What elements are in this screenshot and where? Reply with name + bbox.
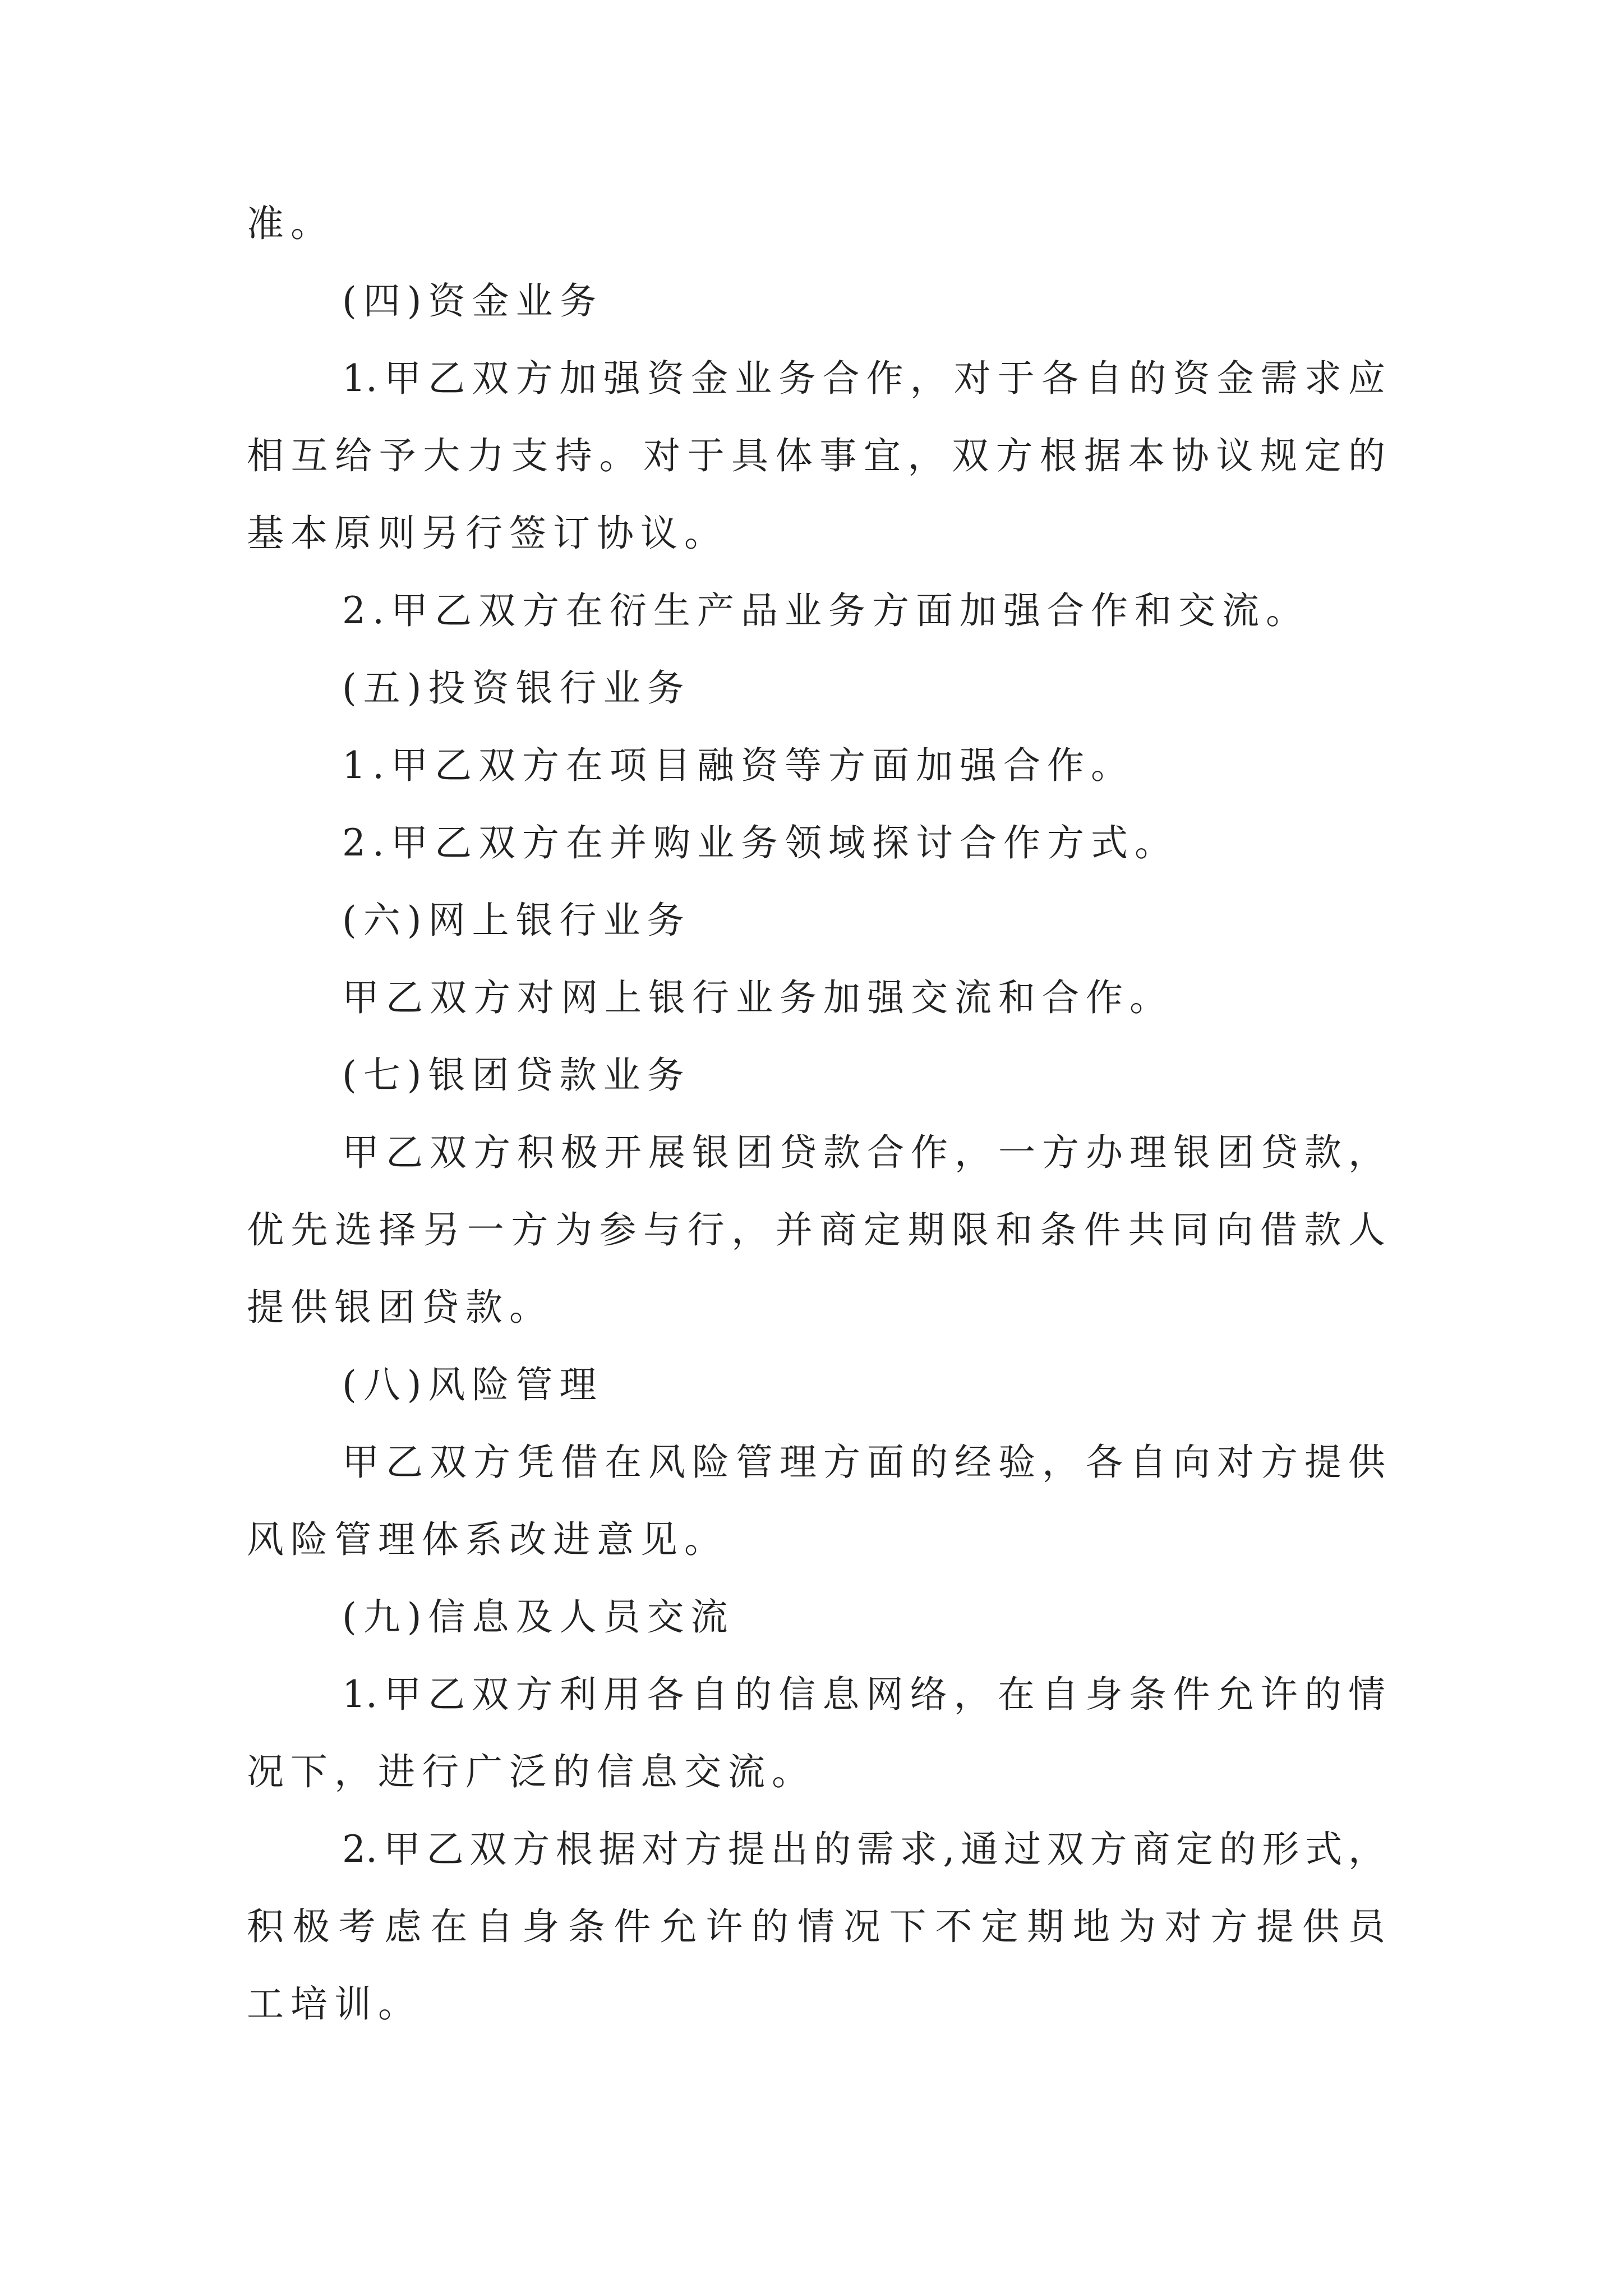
text-line: 1.甲乙双方利用各自的信息网络，在自身条件允许的情 bbox=[342, 1673, 1385, 1716]
section-heading-information-exchange: (九)信息及人员交流 bbox=[342, 1595, 735, 1639]
text-line: 况下，进行广泛的信息交流。 bbox=[247, 1750, 815, 1793]
section-heading-syndicated-loans: (七)银团贷款业务 bbox=[342, 1053, 691, 1097]
text-line: 积极考虑在自身条件允许的情况下不定期地为对方提供员 bbox=[247, 1905, 1385, 1948]
text-line: 2.甲乙双方在并购业务领域探讨合作方式。 bbox=[342, 821, 1178, 864]
text-line: 1.甲乙双方在项目融资等方面加强合作。 bbox=[342, 744, 1135, 787]
text-line: 准。 bbox=[247, 202, 334, 245]
document-body bbox=[247, 185, 1385, 2043]
text-line: 优先选择另一方为参与行，并商定期限和条件共同向借款人 bbox=[247, 1208, 1385, 1251]
text-line: 风险管理体系改进意见。 bbox=[247, 1518, 728, 1561]
text-line: 甲乙双方对网上银行业务加强交流和合作。 bbox=[342, 976, 1173, 1019]
section-heading-risk-management: (八)风险管理 bbox=[342, 1363, 603, 1406]
text-line: 甲乙双方凭借在风险管理方面的经验，各自向对方提供 bbox=[342, 1441, 1385, 1484]
section-heading-online-banking: (六)网上银行业务 bbox=[342, 899, 691, 942]
text-line: 甲乙双方积极开展银团贷款合作，一方办理银团贷款， bbox=[342, 1131, 1385, 1174]
section-heading-investment-banking: (五)投资银行业务 bbox=[342, 666, 691, 710]
text-line: 1.甲乙双方加强资金业务合作，对于各自的资金需求应 bbox=[342, 357, 1385, 400]
text-line: 2.甲乙双方在衍生产品业务方面加强合作和交流。 bbox=[342, 589, 1310, 632]
text-line: 2.甲乙双方根据对方提出的需求,通过双方商定的形式， bbox=[342, 1828, 1385, 1871]
text-line: 基本原则另行签订协议。 bbox=[247, 512, 728, 555]
text-line: 相互给予大力支持。对于具体事宜，双方根据本协议规定的 bbox=[247, 434, 1385, 477]
text-line: 提供银团贷款。 bbox=[247, 1286, 553, 1329]
section-heading-funds: (四)资金业务 bbox=[342, 279, 603, 323]
text-line: 工培训。 bbox=[247, 1982, 422, 2026]
